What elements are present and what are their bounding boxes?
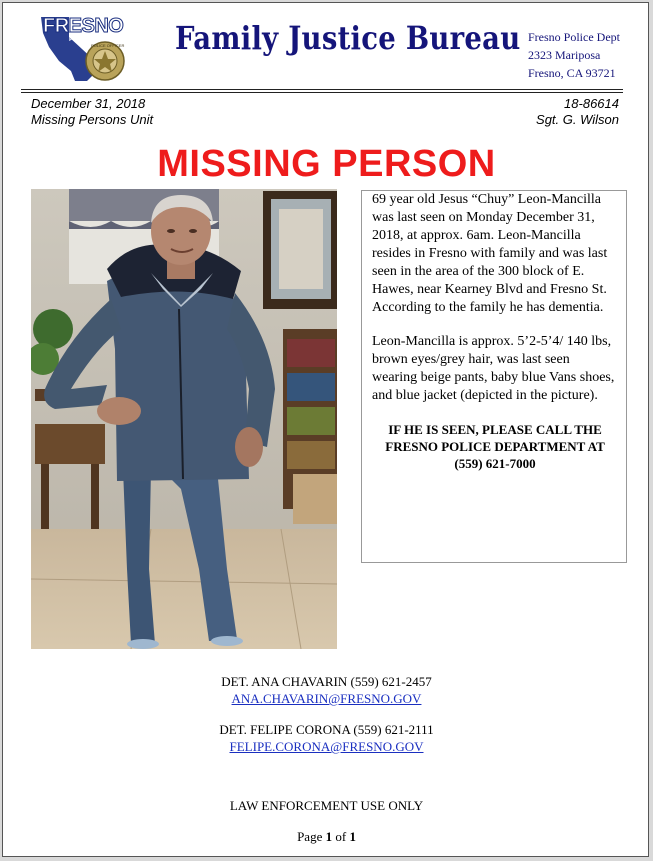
logo-subtext: Police Department xyxy=(69,37,122,43)
address-line: Fresno Police Dept xyxy=(528,30,620,44)
unit-name: Missing Persons Unit xyxy=(31,112,154,127)
officer-name: Sgt. G. Wilson xyxy=(536,112,619,127)
description-box xyxy=(361,190,627,563)
bulletin-date: December 31, 2018 xyxy=(31,96,146,111)
contact-email-link[interactable]: ANA.CHAVARIN@FRESNO.GOV xyxy=(231,691,422,706)
page-current: 1 xyxy=(325,829,333,844)
call-instructions xyxy=(372,421,618,472)
header-rule xyxy=(21,89,623,90)
bureau-title: Family Justice Bureau xyxy=(175,19,521,57)
physical-description: Leon-Mancilla is approx. 5’2-5’4/ 140 lbs, brown eyes/grey hair, was last seen wearing beige pants, baby blue Vans shoes, and blue jacket (depicted in the picture). xyxy=(372,334,615,403)
contact-line: DET. ANA CHAVARIN (559) 621-2457 xyxy=(221,674,432,689)
case-number: 18-86614 xyxy=(564,96,619,111)
bulletin-meta-left xyxy=(31,96,153,128)
missing-person-photo xyxy=(31,189,337,649)
description-paragraph: 69 year old Jesus “Chuy” Leon-Mancilla was last seen on Monday December 31, 2018, at approx. 6am. Leon-Mancilla resides in Fresno with family and was last seen in the area of the 300 block of E. Hawes, near Kearney Blvd and Fresno St. According to the family he has dementia. xyxy=(372,192,608,315)
page-prefix: Page xyxy=(297,829,323,844)
contact-block xyxy=(3,721,650,755)
call-line: FRESNO POLICE DEPARTMENT AT xyxy=(385,439,605,454)
detective-contacts xyxy=(3,673,650,769)
page-title: MISSING PERSON xyxy=(157,143,496,185)
law-enforcement-notice: LAW ENFORCEMENT USE ONLY xyxy=(229,798,424,813)
contact-email-link[interactable]: FELIPE.CORONA@FRESNO.GOV xyxy=(229,739,424,754)
page-total: 1 xyxy=(349,829,356,844)
logo-text: FRESNO xyxy=(43,15,124,37)
contact-block xyxy=(3,673,650,707)
fresno-police-logo xyxy=(35,11,135,87)
department-address xyxy=(528,28,620,82)
contact-line: DET. FELIPE CORONA (559) 621-2111 xyxy=(219,722,434,737)
page-number xyxy=(3,829,650,845)
bulletin-meta-right xyxy=(536,96,619,128)
header-rule xyxy=(21,92,623,93)
call-phone: (559) 621-7000 xyxy=(454,456,536,471)
page-of: of xyxy=(335,829,347,844)
address-line: 2323 Mariposa xyxy=(528,48,601,62)
address-line: Fresno, CA 93721 xyxy=(528,66,616,80)
document-page xyxy=(2,2,649,857)
call-line: IF HE IS SEEN, PLEASE CALL THE xyxy=(388,422,602,437)
svg-text:POLICE OFFICER: POLICE OFFICER xyxy=(91,43,125,48)
